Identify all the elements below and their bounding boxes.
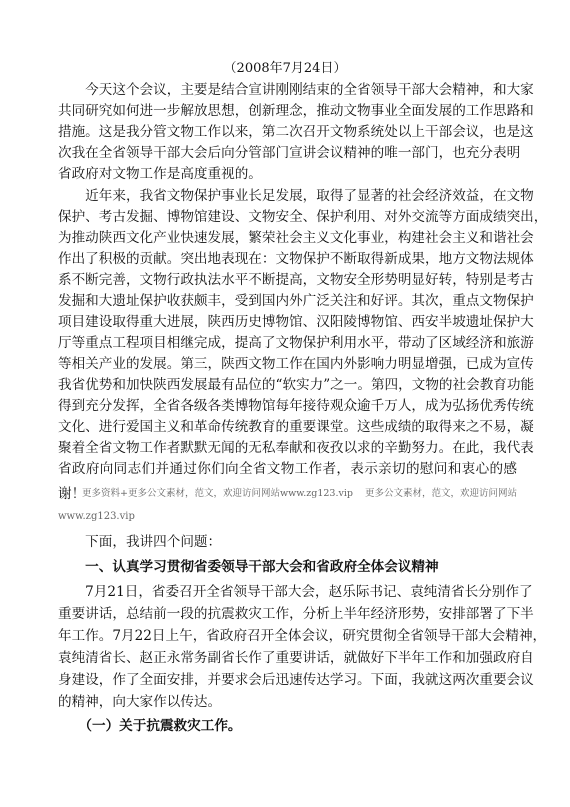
paragraph-line: 谢！	[58, 486, 86, 502]
paragraph-line: 等相关产业的发展。第三，陕西文物工作在国内外影响力明显增强，已成为宣传	[58, 356, 534, 372]
paragraph-line: 7月21日，省委召开全省领导干部大会，赵乐际书记、袁纯清省长分别作了	[58, 584, 533, 600]
paragraph-line: 共同研究如何进一步解放思想，创新理念，推动文物事业全面发展的工作思路和	[58, 103, 534, 119]
paragraph-line: 袁纯清省长、赵正永常务副省长作了重要讲话，就做好下半年工作和加强政府自	[58, 650, 534, 666]
paragraph-line: 近年来，我省文物保护事业长足发展，取得了显著的社会经济效益，在文物	[58, 188, 534, 204]
paragraph-line: 系不断完善，文物行政执法水平不断提高，文物安全形势明显好转，特别是考古	[58, 272, 534, 288]
paragraph-line: 为推动陕西文化产业快速发展，繁荣社会主义文化事业，构建社会主义和谐社会	[58, 230, 534, 246]
speech-date: （2008年7月24日）	[223, 61, 347, 76]
paragraph-line: 省政府对文物工作是高度重视的。	[58, 166, 262, 182]
watermark-text: 更多资料+更多公文素材，范文，欢迎访问网站www.zg123.vip	[82, 488, 353, 499]
paragraph-line: 次我在全省领导干部大会后向分管部门宣讲会议精神的唯一部门，也充分表明	[58, 145, 521, 161]
paragraph-line: 聚着全省文物工作者默默无闻的无私奉献和夜孜以求的辛勤努力。在此，我代表	[58, 440, 534, 456]
paragraph-line: 厅等重点工程项目相继完成，提高了文物保护利用水平，带动了区域经济和旅游	[58, 335, 534, 351]
paragraph-line: 保护、考古发掘、博物馆建设、文物安全、保护利用、对外交流等方面成绩突出，	[58, 209, 548, 225]
paragraph-line: 今天这个会议，主要是结合宣讲刚刚结束的全省领导干部大会精神，和大家	[58, 82, 534, 98]
paragraph-line: 作出了积极的贡献。突出地表现在：文物保护不断取得新成果，地方文物法规体	[58, 251, 534, 267]
paragraph-line: 年工作。7月22日上午，省政府召开全体会议，研究贯彻全省领导干部大会精神，	[58, 628, 547, 644]
paragraph-line: 项目建设取得重大进展，陕西历史博物馆、汉阳陵博物馆、西安半坡遗址保护大	[58, 314, 534, 330]
watermark-text: 更多公文素材，范文，欢迎访问网站	[365, 488, 518, 499]
watermark-url: www.zg123.vip	[58, 511, 135, 522]
paragraph-line: 的精神，向大家作以传达。	[58, 694, 222, 710]
subsection-heading: （一）关于抗震救灾工作。	[58, 718, 242, 734]
paragraph-line: 发掘和大遗址保护收获颇丰，受到国内外广泛关注和好评。其次，重点文物保护	[58, 293, 534, 309]
paragraph-line: 省政府向同志们并通过你们向全省文物工作者，表示亲切的慰问和衷心的感	[58, 461, 517, 477]
paragraph-line: 措施。这是我分管文物工作以来，第二次召开文物系统处以上干部会议，也是这	[58, 124, 534, 140]
paragraph-line: 身建设，作了全面安排，并要求会后迅速传达学习。下面，我就这两次重要会议	[58, 672, 534, 688]
paragraph-line: 下面，我讲四个问题：	[58, 534, 222, 550]
paragraph-line: 得到充分发挥，全省各级各类博物馆每年接待观众逾千万人，成为弘扬优秀传统	[58, 398, 534, 414]
section-heading: 一、认真学习贯彻省委领导干部大会和省政府全体会议精神	[58, 559, 439, 575]
paragraph-line: 重要讲话，总结前一段的抗震救灾工作，分析上半年经济形势，安排部署了下半	[58, 606, 534, 622]
paragraph-line: 文化、进行爱国主义和革命传统教育的重要课堂。这些成绩的取得来之不易，凝	[58, 419, 534, 435]
paragraph-line: 我省优势和加快陕西发展最有品位的“软实力”之一。第四，文物的社会教育功能	[58, 377, 535, 393]
